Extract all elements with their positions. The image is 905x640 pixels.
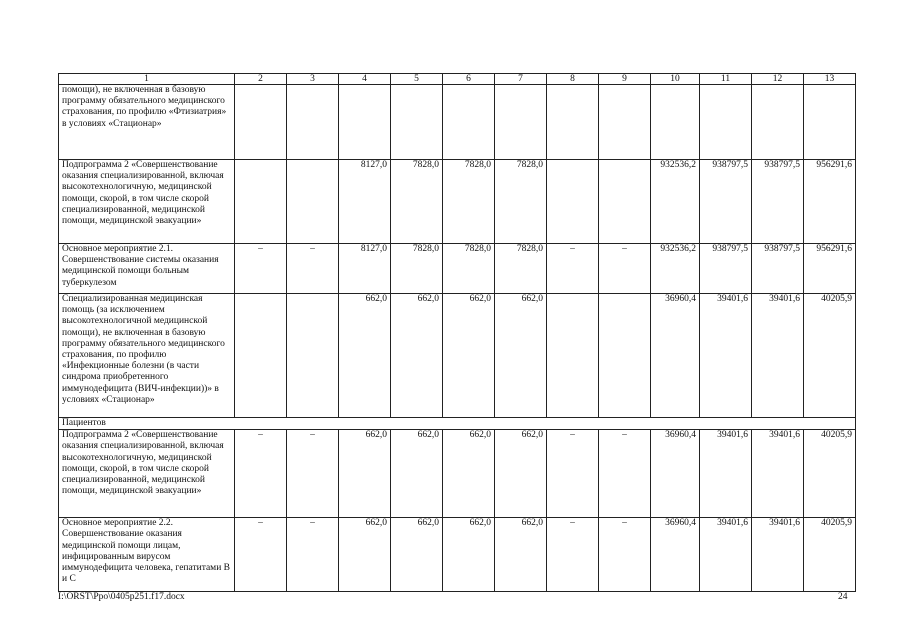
column-header: 9: [599, 74, 651, 85]
table-cell: 39401,6: [700, 430, 752, 518]
column-header: 11: [700, 74, 752, 85]
column-header: 8: [547, 74, 599, 85]
row-description: помощи), не включенная в базовую программу обязательного медицинского страхования, по профилю «Фтизиатрия» в условиях «Стационар»: [59, 85, 235, 160]
table-cell: 39401,6: [752, 430, 804, 518]
table-cell: 956291,6: [804, 244, 856, 294]
table-cell: [339, 85, 391, 160]
table-cell: 40205,9: [804, 518, 856, 592]
table-cell: –: [599, 244, 651, 294]
table-cell: [235, 294, 287, 418]
column-header: 10: [651, 74, 700, 85]
column-header: 2: [235, 74, 287, 85]
table-cell: [547, 85, 599, 160]
table-cell: 662,0: [391, 430, 443, 518]
table-cell: [599, 294, 651, 418]
table-cell: [287, 160, 339, 244]
table-cell: [547, 294, 599, 418]
table-cell: 39401,6: [752, 294, 804, 418]
table-cell: [287, 294, 339, 418]
table-cell: 39401,6: [752, 518, 804, 592]
column-header: 3: [287, 74, 339, 85]
table-cell: [495, 85, 547, 160]
table-cell: 36960,4: [651, 430, 700, 518]
table-cell: 36960,4: [651, 518, 700, 592]
table-cell: 662,0: [443, 430, 495, 518]
table-cell: 40205,9: [804, 294, 856, 418]
row-description: Подпрограмма 2 «Совершенствование оказания специализированной, включая высокотехнологичную, медицинской помощи, скорой, в том числе скорой специализированной, медицинской помощи, медицинской эвакуации»: [59, 430, 235, 518]
table-cell: [599, 85, 651, 160]
table-cell: 39401,6: [700, 518, 752, 592]
table-cell: 938797,5: [752, 160, 804, 244]
table-cell: –: [547, 430, 599, 518]
column-header: 5: [391, 74, 443, 85]
footer-file-path: I:\ORST\Ppo\0405p251.f17.docx: [58, 592, 185, 602]
table-cell: [235, 160, 287, 244]
table-cell: 39401,6: [700, 294, 752, 418]
row-description: Специализированная медицинская помощь (за исключением высокотехнологичной медицинской помощи), не включенная в базовую программу обязательного медицинского страхования, по профилю «Инфекционные болезни (в части синдрома приобретенного иммунодефицита (ВИЧ-инфекции))» в условиях «Стационар»: [59, 294, 235, 418]
table-cell: 662,0: [495, 518, 547, 592]
table-cell: [235, 85, 287, 160]
column-header: 13: [804, 74, 856, 85]
table-cell: 7828,0: [443, 160, 495, 244]
table-cell: [443, 85, 495, 160]
table-row: [59, 518, 856, 592]
table-cell: –: [235, 430, 287, 518]
table-cell: 662,0: [495, 430, 547, 518]
table-cell: [391, 85, 443, 160]
table-cell: [547, 160, 599, 244]
table-cell: 662,0: [339, 518, 391, 592]
header-row: [59, 74, 856, 85]
table-cell: 7828,0: [391, 160, 443, 244]
table-row: [59, 244, 856, 294]
table-cell: 662,0: [391, 294, 443, 418]
table-cell: –: [235, 244, 287, 294]
footer-page-number: 24: [838, 592, 848, 602]
row-description: Основное мероприятие 2.1. Совершенствование системы оказания медицинской помощи больным туберкулезом: [59, 244, 235, 294]
table-cell: –: [287, 244, 339, 294]
table-row: [59, 160, 856, 244]
table-cell: 932536,2: [651, 160, 700, 244]
table-cell: [599, 160, 651, 244]
table-cell: 938797,5: [700, 244, 752, 294]
table-cell: –: [599, 518, 651, 592]
data-table: [58, 73, 856, 592]
table-cell: [700, 85, 752, 160]
table-cell: –: [287, 430, 339, 518]
table-cell: 8127,0: [339, 160, 391, 244]
table-cell: 36960,4: [651, 294, 700, 418]
table-row: [59, 430, 856, 518]
column-header: 6: [443, 74, 495, 85]
table-cell: [752, 85, 804, 160]
table-cell: 662,0: [443, 294, 495, 418]
table-cell: 662,0: [443, 518, 495, 592]
table-cell: –: [547, 244, 599, 294]
table-cell: 662,0: [339, 294, 391, 418]
table-cell: 40205,9: [804, 430, 856, 518]
row-description: Подпрограмма 2 «Совершенствование оказания специализированной, включая высокотехнологичную, медицинской помощи, скорой, в том числе скорой специализированной, медицинской помощи, медицинской эвакуации»: [59, 160, 235, 244]
table-cell: 662,0: [391, 518, 443, 592]
table-cell: –: [287, 518, 339, 592]
table-cell: [287, 85, 339, 160]
table-cell: 7828,0: [391, 244, 443, 294]
table-cell: 938797,5: [700, 160, 752, 244]
table-cell: –: [235, 518, 287, 592]
table-cell: 956291,6: [804, 160, 856, 244]
table-cell: 7828,0: [495, 160, 547, 244]
table-cell: 662,0: [339, 430, 391, 518]
table-row: [59, 294, 856, 418]
table-cell: 662,0: [495, 294, 547, 418]
column-header: 1: [59, 74, 235, 85]
table-cell: 932536,2: [651, 244, 700, 294]
column-header: 4: [339, 74, 391, 85]
table-cell: 7828,0: [443, 244, 495, 294]
table-cell: [804, 85, 856, 160]
table-cell: [651, 85, 700, 160]
column-header: 12: [752, 74, 804, 85]
table-cell: –: [599, 430, 651, 518]
table-cell: 8127,0: [339, 244, 391, 294]
row-description: Основное мероприятие 2.2. Совершенствование оказания медицинской помощи лицам, инфицированным вирусом иммунодефицита человека, гепатитами B и C: [59, 518, 235, 592]
table-cell: 7828,0: [495, 244, 547, 294]
table-row: [59, 418, 856, 430]
document-sheet: [58, 73, 856, 592]
table-row: [59, 85, 856, 160]
column-header: 7: [495, 74, 547, 85]
table-cell: 938797,5: [752, 244, 804, 294]
table-cell: –: [547, 518, 599, 592]
section-label: Пациентов: [59, 418, 856, 430]
